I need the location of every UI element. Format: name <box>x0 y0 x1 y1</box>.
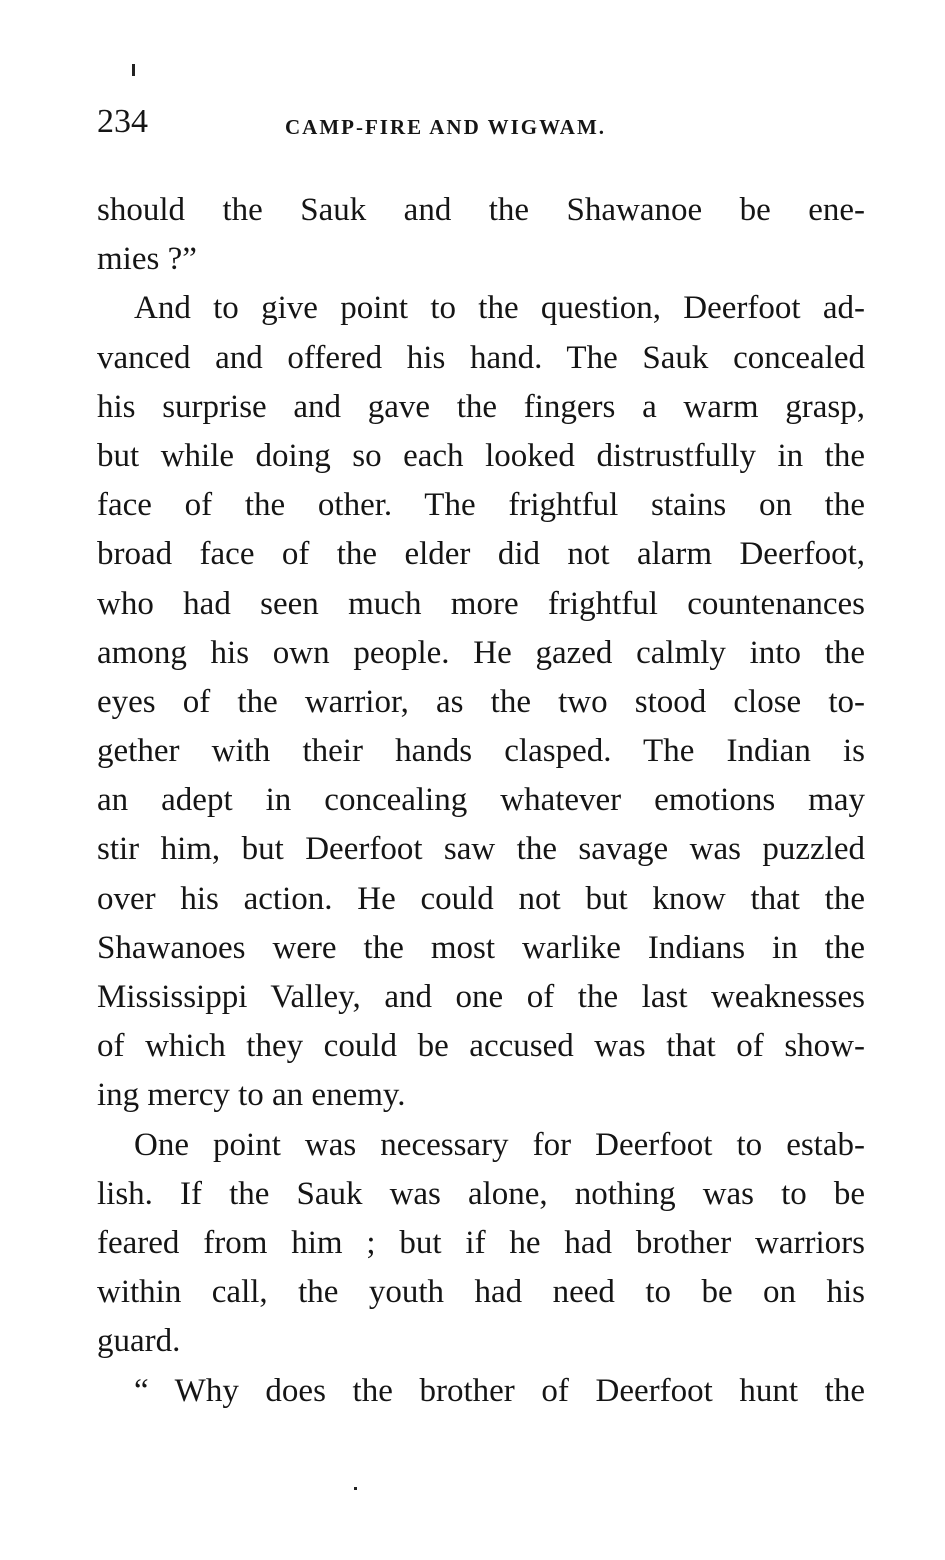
text-line: an adept in concealing whatever emotions may <box>97 782 865 819</box>
text-line: Shawanoes were the most warlike Indians in the <box>97 929 865 966</box>
text-line: broad face of the elder did not alarm Deerfoot, <box>97 536 865 573</box>
text-line: guard. <box>97 1323 181 1360</box>
text-line: Mississippi Valley, and one of the last weaknesses <box>97 979 865 1015</box>
text-line: but while doing so each looked distrustfully in the <box>97 437 865 474</box>
text-line: ing mercy to an enemy. <box>97 1077 406 1114</box>
text-line: within call, the youth had need to be on his <box>97 1274 865 1311</box>
text-line: his surprise and gave the fingers a warm grasp, <box>97 388 865 425</box>
text-line: eyes of the warrior, as the two stood close to- <box>97 683 865 720</box>
text-line: over his action. He could not but know that the <box>97 880 865 917</box>
text-line: And to give point to the question, Deerfoot ad- <box>134 290 865 327</box>
text-line: mies ?” <box>97 241 197 278</box>
running-head: CAMP-FIRE AND WIGWAM. <box>285 115 607 139</box>
text-line: of which they could be accused was that of show- <box>97 1028 865 1065</box>
text-line: who had seen much more frightful countenances <box>97 585 865 622</box>
text-line: vanced and offered his hand. The Sauk concealed <box>97 339 865 376</box>
page-header <box>97 102 867 152</box>
page-speck-bottom <box>354 1487 357 1490</box>
text-line: lish. If the Sauk was alone, nothing was to be <box>97 1175 865 1212</box>
text-line: One point was necessary for Deerfoot to estab- <box>134 1126 865 1163</box>
page-number: 234 <box>97 103 148 140</box>
text-line: gether with their hands clasped. The Indian is <box>97 733 865 770</box>
text-line: feared from him ; but if he had brother warriors <box>97 1224 865 1261</box>
text-line: “ Why does the brother of Deerfoot hunt the <box>134 1372 865 1409</box>
text-line: should the Sauk and the Shawanoe be ene- <box>97 192 865 228</box>
body-text <box>97 186 865 1416</box>
text-line: stir him, but Deerfoot saw the savage was puzzled <box>97 831 865 868</box>
page-speck-top <box>132 64 135 76</box>
text-line: among his own people. He gazed calmly into the <box>97 634 865 671</box>
text-line: face of the other. The frightful stains on the <box>97 487 865 524</box>
